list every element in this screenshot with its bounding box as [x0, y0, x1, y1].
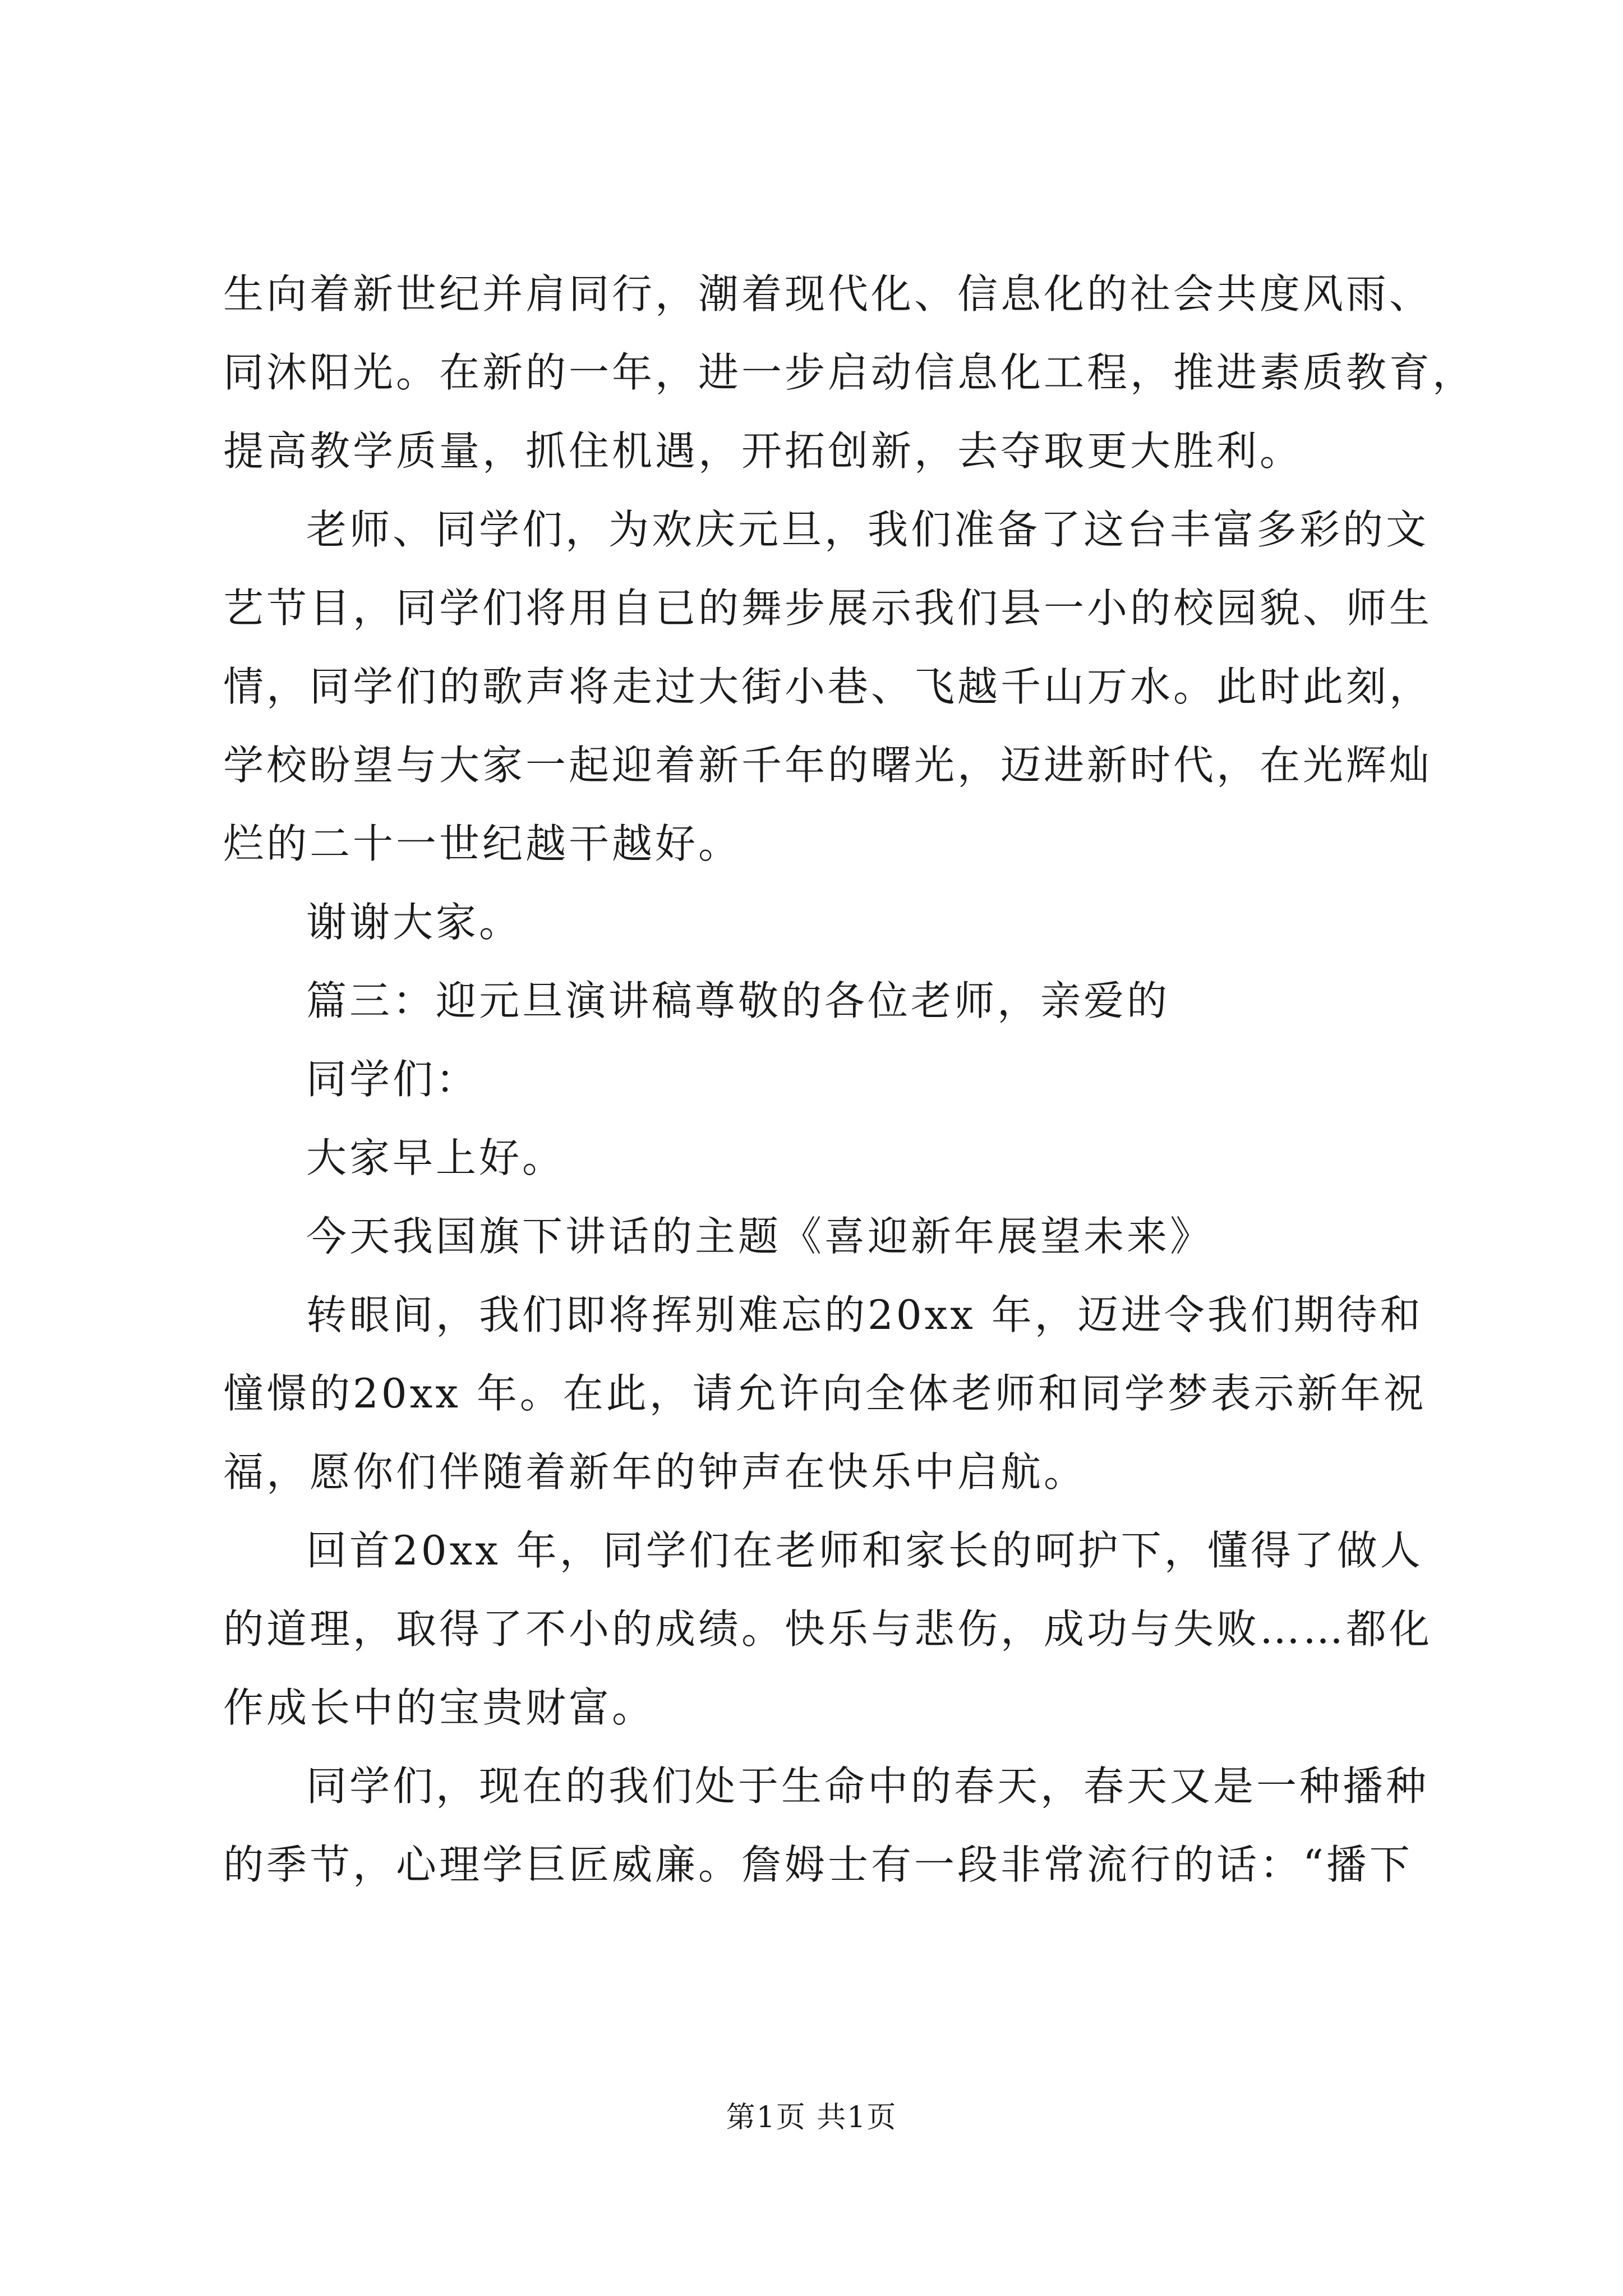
text-line: 提高教学质量，抓住机遇，开拓创新，去夺取更大胜利。: [223, 427, 1303, 475]
text-line: 作成长中的宝贵财富。: [223, 1684, 656, 1731]
text-line: 同沐阳光。在新的一年，进一步启动信息化工程，推进素质教育，: [223, 349, 1476, 396]
text-line: 学校盼望与大家一起迎着新千年的曙光，迈进新时代，在光辉灿: [223, 742, 1433, 789]
page-footer: 第1页 共1页: [726, 2101, 897, 2134]
text-line: 同学们：: [306, 1056, 479, 1103]
text-line: 今天我国旗下讲话的主题《喜迎新年展望未来》: [306, 1213, 1214, 1260]
text-line: 烂的二十一世纪越干越好。: [223, 820, 742, 867]
text-line: 情，同学们的歌声将走过大街小巷、飞越千山万水。此时此刻，: [223, 663, 1433, 710]
text-line: 回首20xx 年，同学们在老师和家长的呵护下，懂得了做人: [306, 1527, 1423, 1574]
text-line: 同学们，现在的我们处于生命中的春天，春天又是一种播种: [306, 1763, 1430, 1810]
text-line: 转眼间，我们即将挥别难忘的20xx 年，迈进令我们期待和: [306, 1291, 1423, 1338]
text-line: 福，愿你们伴随着新年的钟声在快乐中启航。: [223, 1448, 1087, 1496]
text-line: 生向着新世纪并肩同行，潮着现代化、信息化的社会共度风雨、: [223, 270, 1433, 318]
text-line: 的季节，心理学巨匠威廉。詹姆士有一段非常流行的话：“播下: [223, 1841, 1413, 1888]
text-line: 憧憬的20xx 年。在此，请允许向全体老师和同学梦表示新年祝: [223, 1370, 1427, 1417]
text-line: 大家早上好。: [306, 1134, 566, 1181]
section-heading: 篇三：迎元旦演讲稿尊敬的各位老师，亲爱的: [306, 977, 1170, 1024]
text-line: 的道理，取得了不小的成绩。快乐与悲伤，成功与失败……都化: [223, 1605, 1433, 1653]
document-body: [223, 255, 1476, 1904]
text-line: 老师、同学们，为欢庆元旦，我们准备了这台丰富多彩的文: [306, 506, 1430, 553]
text-line: 艺节目，同学们将用自已的舞步展示我们县一小的校园貌、师生: [223, 585, 1433, 632]
text-line: 谢谢大家。: [306, 899, 523, 946]
